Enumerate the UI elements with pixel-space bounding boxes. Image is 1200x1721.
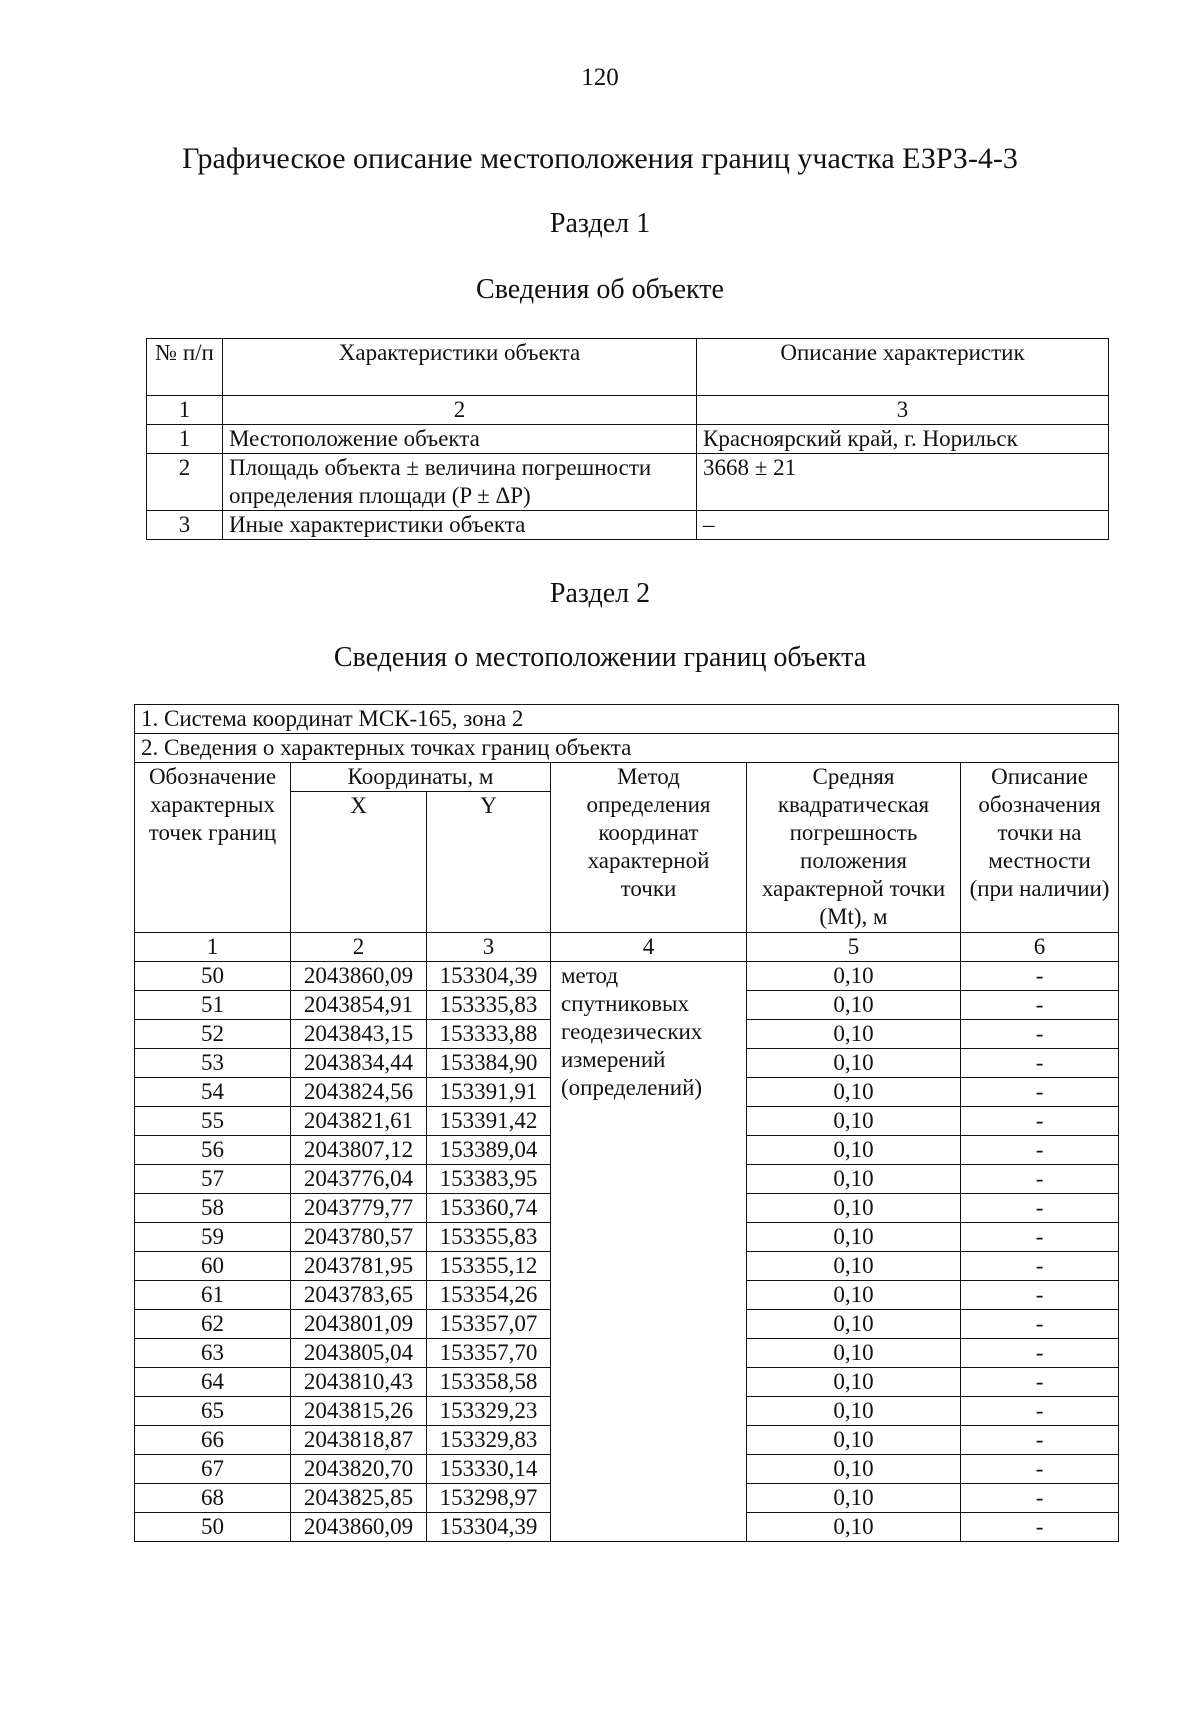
point-y: 153357,70 (427, 1339, 551, 1368)
point-description: - (961, 1513, 1119, 1542)
boundary-point-row (135, 962, 1119, 991)
point-x: 2043779,77 (291, 1194, 427, 1223)
point-y: 153383,95 (427, 1165, 551, 1194)
point-description: - (961, 991, 1119, 1020)
row-number: 1 (147, 425, 223, 454)
point-id: 58 (135, 1194, 291, 1223)
header-number: № п/п (147, 339, 223, 396)
point-id: 52 (135, 1020, 291, 1049)
point-y: 153298,97 (427, 1484, 551, 1513)
point-description: - (961, 1078, 1119, 1107)
row-value: Красноярский край, г. Норильск (697, 425, 1109, 454)
point-id: 59 (135, 1223, 291, 1252)
object-table-row (147, 511, 1109, 540)
point-y: 153384,90 (427, 1049, 551, 1078)
header-point: Обозначение характерных точек границ (135, 763, 291, 933)
point-description: - (961, 1107, 1119, 1136)
point-y: 153389,04 (427, 1136, 551, 1165)
point-description: - (961, 1339, 1119, 1368)
point-description: - (961, 1310, 1119, 1339)
section1-subheading: Сведения об объекте (476, 274, 724, 305)
point-y: 153391,42 (427, 1107, 551, 1136)
point-y: 153355,12 (427, 1252, 551, 1281)
point-x: 2043810,43 (291, 1368, 427, 1397)
point-error: 0,10 (747, 1455, 961, 1484)
boundary-points-table (134, 704, 1119, 1542)
row-number: 3 (147, 511, 223, 540)
page-number: 120 (581, 64, 619, 91)
point-x: 2043834,44 (291, 1049, 427, 1078)
header-x: X (291, 792, 427, 933)
point-x: 2043820,70 (291, 1455, 427, 1484)
point-id: 62 (135, 1310, 291, 1339)
numbering-cell: 3 (697, 396, 1109, 425)
numbering-cell: 1 (147, 396, 223, 425)
numbering-cell: 1 (135, 933, 291, 962)
point-error: 0,10 (747, 1426, 961, 1455)
point-id: 56 (135, 1136, 291, 1165)
point-y: 153357,07 (427, 1310, 551, 1339)
point-id: 68 (135, 1484, 291, 1513)
point-y: 153329,23 (427, 1397, 551, 1426)
point-x: 2043783,65 (291, 1281, 427, 1310)
numbering-cell: 2 (291, 933, 427, 962)
point-id: 54 (135, 1078, 291, 1107)
point-y: 153330,14 (427, 1455, 551, 1484)
point-y: 153354,26 (427, 1281, 551, 1310)
object-table-numbering-row (147, 396, 1109, 425)
header-description: Описание характеристик (697, 339, 1109, 396)
point-id: 51 (135, 991, 291, 1020)
point-error: 0,10 (747, 1049, 961, 1078)
header-method: Метод определения координат характерной точки (551, 763, 747, 933)
point-error: 0,10 (747, 1107, 961, 1136)
point-id: 66 (135, 1426, 291, 1455)
point-error: 0,10 (747, 1136, 961, 1165)
point-description: - (961, 1455, 1119, 1484)
point-error: 0,10 (747, 1339, 961, 1368)
section1-heading: Раздел 1 (549, 208, 651, 239)
point-id: 65 (135, 1397, 291, 1426)
row-characteristic: Местоположение объекта (223, 425, 697, 454)
header-error: Средняя квадратическая погрешность положения характерной точки (Mt), м (747, 763, 961, 933)
point-x: 2043807,12 (291, 1136, 427, 1165)
point-error: 0,10 (747, 1310, 961, 1339)
point-x: 2043805,04 (291, 1339, 427, 1368)
point-description: - (961, 1368, 1119, 1397)
numbering-cell: 3 (427, 933, 551, 962)
point-error: 0,10 (747, 991, 961, 1020)
point-x: 2043843,15 (291, 1020, 427, 1049)
point-y: 153355,83 (427, 1223, 551, 1252)
point-error: 0,10 (747, 1368, 961, 1397)
row-characteristic: Иные характеристики объекта (223, 511, 697, 540)
header-coordinates: Координаты, м (291, 763, 551, 792)
point-error: 0,10 (747, 1252, 961, 1281)
point-y: 153329,83 (427, 1426, 551, 1455)
point-id: 67 (135, 1455, 291, 1484)
header-y: Y (427, 792, 551, 933)
point-id: 63 (135, 1339, 291, 1368)
point-description: - (961, 1281, 1119, 1310)
point-description: - (961, 1136, 1119, 1165)
point-error: 0,10 (747, 962, 961, 991)
point-description: - (961, 1252, 1119, 1281)
row-characteristic: Площадь объекта ± величина погрешности определения площади (P ± ΔP) (223, 454, 697, 511)
row-value: 3668 ± 21 (697, 454, 1109, 511)
method-cell: метод спутниковых геодезических измерений (определений) (551, 962, 747, 1542)
numbering-cell: 5 (747, 933, 961, 962)
point-id: 57 (135, 1165, 291, 1194)
point-x: 2043818,87 (291, 1426, 427, 1455)
point-id: 61 (135, 1281, 291, 1310)
section2-heading: Раздел 2 (549, 578, 651, 609)
point-y: 153304,39 (427, 1513, 551, 1542)
document-title: Графическое описание местоположения границ участка ЕЗРЗ-4-3 (182, 142, 1018, 175)
point-x: 2043860,09 (291, 1513, 427, 1542)
point-y: 153304,39 (427, 962, 551, 991)
header-point-description: Описание обозначения точки на местности (при наличии) (961, 763, 1119, 933)
point-description: - (961, 1397, 1119, 1426)
point-id: 50 (135, 962, 291, 991)
point-x: 2043780,57 (291, 1223, 427, 1252)
point-description: - (961, 1484, 1119, 1513)
point-error: 0,10 (747, 1165, 961, 1194)
point-description: - (961, 1426, 1119, 1455)
object-table-row (147, 454, 1109, 511)
point-y: 153358,58 (427, 1368, 551, 1397)
points-caption-row (135, 734, 1119, 763)
numbering-cell: 4 (551, 933, 747, 962)
point-x: 2043801,09 (291, 1310, 427, 1339)
point-x: 2043776,04 (291, 1165, 427, 1194)
object-table-row (147, 425, 1109, 454)
point-description: - (961, 1194, 1119, 1223)
point-error: 0,10 (747, 1484, 961, 1513)
point-x: 2043854,91 (291, 991, 427, 1020)
point-error: 0,10 (747, 1078, 961, 1107)
row-number: 2 (147, 454, 223, 511)
point-x: 2043825,85 (291, 1484, 427, 1513)
point-description: - (961, 962, 1119, 991)
coord-system-caption: 1. Система координат МСК-165, зона 2 (135, 705, 1119, 734)
point-x: 2043781,95 (291, 1252, 427, 1281)
section2-subheading: Сведения о местоположении границ объекта (333, 642, 867, 673)
boundary-header-row (135, 763, 1119, 792)
point-description: - (961, 1020, 1119, 1049)
point-y: 153333,88 (427, 1020, 551, 1049)
object-info-table (146, 338, 1109, 540)
point-error: 0,10 (747, 1281, 961, 1310)
point-y: 153335,83 (427, 991, 551, 1020)
points-caption: 2. Сведения о характерных точках границ объекта (135, 734, 1119, 763)
coord-system-row (135, 705, 1119, 734)
point-error: 0,10 (747, 1513, 961, 1542)
point-y: 153391,91 (427, 1078, 551, 1107)
point-x: 2043860,09 (291, 962, 427, 991)
point-id: 55 (135, 1107, 291, 1136)
point-id: 50 (135, 1513, 291, 1542)
numbering-cell: 6 (961, 933, 1119, 962)
point-x: 2043815,26 (291, 1397, 427, 1426)
point-x: 2043821,61 (291, 1107, 427, 1136)
point-id: 60 (135, 1252, 291, 1281)
boundary-numbering-row (135, 933, 1119, 962)
point-error: 0,10 (747, 1194, 961, 1223)
point-error: 0,10 (747, 1397, 961, 1426)
row-value: – (697, 511, 1109, 540)
point-y: 153360,74 (427, 1194, 551, 1223)
point-description: - (961, 1165, 1119, 1194)
point-description: - (961, 1049, 1119, 1078)
point-description: - (961, 1223, 1119, 1252)
point-error: 0,10 (747, 1223, 961, 1252)
point-id: 53 (135, 1049, 291, 1078)
point-error: 0,10 (747, 1020, 961, 1049)
point-x: 2043824,56 (291, 1078, 427, 1107)
point-id: 64 (135, 1368, 291, 1397)
object-table-header-row (147, 339, 1109, 396)
numbering-cell: 2 (223, 396, 697, 425)
header-characteristic: Характеристики объекта (223, 339, 697, 396)
